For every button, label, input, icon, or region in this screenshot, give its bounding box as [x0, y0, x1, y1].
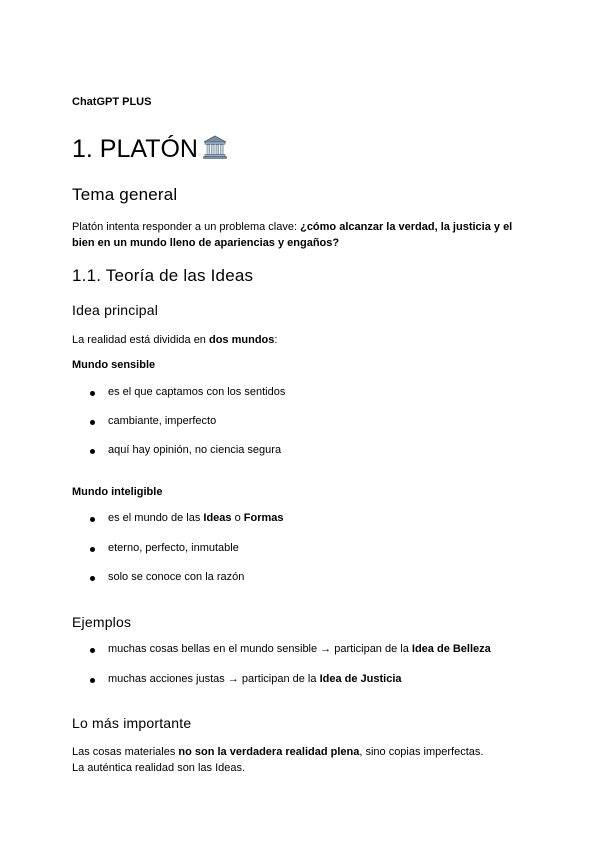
- bullet-dot: [90, 420, 95, 425]
- page-title-text: 1. PLATÓN: [72, 135, 198, 163]
- subheading-ejemplos: Ejemplos: [72, 614, 132, 630]
- idea-principal-bold: dos mundos: [208, 334, 275, 346]
- tema-general-intro: Platón intenta responder a un problema clave:: [72, 221, 301, 233]
- list-item-text-part: muchas cosas bellas en el mundo sensible → participan de la: [108, 643, 412, 655]
- list-item-text-part: muchas acciones justas → participan de la: [108, 673, 320, 685]
- bullet-dot: [90, 678, 95, 683]
- bullet-dot: [90, 576, 95, 581]
- tema-general-question-line2: bien en un mundo lleno de apariencias y engaños?: [72, 237, 340, 249]
- importante-text-part: , sino copias imperfectas.: [359, 746, 484, 758]
- importante-text-part: Las cosas materiales: [72, 746, 179, 758]
- header-label: ChatGPT PLUS: [72, 96, 152, 108]
- list-item-text: [108, 512, 284, 524]
- list-item-text: solo se conoce con la razón: [108, 571, 245, 583]
- section-heading-teoria: 1.1. Teoría de las Ideas: [72, 266, 254, 285]
- bullet-dot: [90, 449, 95, 454]
- list-item-text: [108, 643, 491, 655]
- section-heading-tema-general: Tema general: [72, 185, 178, 204]
- subheading-lo-mas-importante: Lo más importante: [72, 715, 192, 731]
- list-item-bold-idea-belleza: Idea de Belleza: [411, 643, 491, 655]
- importante-line2: La auténtica realidad son las Ideas.: [72, 762, 246, 774]
- label-mundo-sensible: Mundo sensible: [72, 359, 156, 371]
- list-item-text: es el que captamos con los sentidos: [108, 386, 286, 398]
- bullet-dot: [90, 547, 95, 552]
- list-item-bold-formas: Formas: [243, 512, 284, 524]
- idea-principal-colon: :: [274, 334, 278, 346]
- page-title: [72, 134, 228, 164]
- bullet-dot: [90, 648, 95, 653]
- subheading-idea-principal: Idea principal: [72, 302, 159, 318]
- idea-principal-text: La realidad está dividida en: [72, 334, 209, 346]
- list-item-text: eterno, perfecto, inmutable: [108, 542, 239, 554]
- label-mundo-inteligible: Mundo inteligible: [72, 486, 163, 498]
- importante-bold: no son la verdadera realidad plena: [178, 746, 360, 758]
- list-item-text: aquí hay opinión, no ciencia segura: [108, 444, 282, 456]
- list-item-bold-ideas: Ideas: [203, 512, 232, 524]
- list-item-text-part: o: [231, 512, 244, 524]
- classical-building-icon: [202, 134, 228, 160]
- list-item-text: cambiante, imperfecto: [108, 415, 217, 427]
- bullet-dot: [90, 391, 95, 396]
- tema-general-question-line1: ¿cómo alcanzar la verdad, la justicia y el: [300, 221, 513, 233]
- list-item-bold-idea-justicia: Idea de Justicia: [319, 673, 402, 685]
- idea-principal-paragraph: [72, 332, 528, 348]
- importante-paragraph: [72, 744, 528, 776]
- bullet-dot: [90, 517, 95, 522]
- list-item-text: [108, 673, 402, 685]
- tema-general-paragraph: [72, 219, 528, 251]
- list-item-text-part: es el mundo de las: [108, 512, 204, 524]
